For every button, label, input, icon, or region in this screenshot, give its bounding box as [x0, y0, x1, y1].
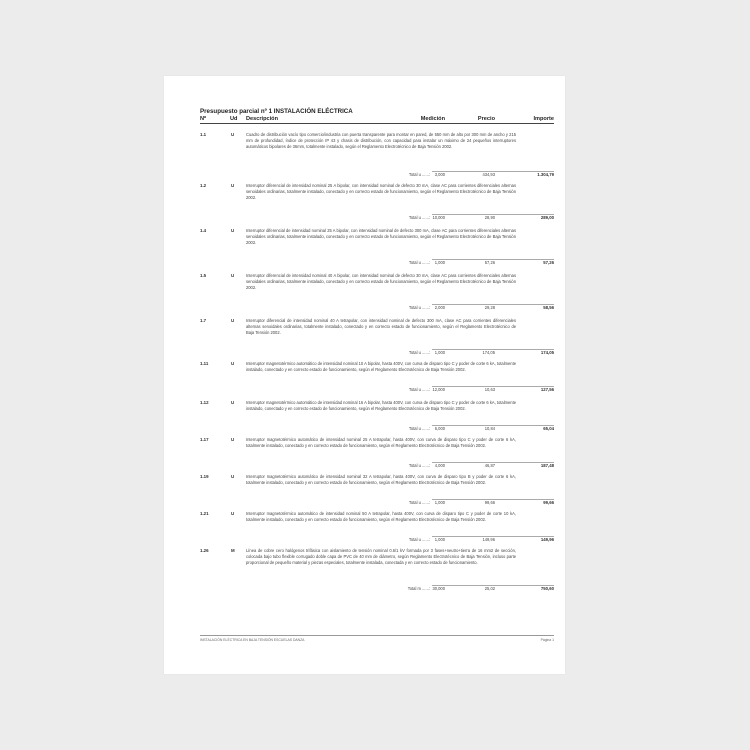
- column-header-measurement: Medición: [420, 116, 445, 122]
- item-amount: 127,56: [540, 387, 554, 392]
- item-amount: 57,26: [543, 260, 554, 265]
- item-code: 1.1: [200, 132, 207, 137]
- document-page: [164, 76, 565, 674]
- item-code: 1.2: [200, 183, 207, 188]
- item-code: 1.19: [200, 474, 209, 479]
- item-code: 1.21: [200, 511, 209, 516]
- item-price: 29,28: [484, 305, 495, 310]
- item-total-label: Total u ......:: [408, 172, 430, 177]
- item-total-label: Total u ......:: [408, 215, 430, 220]
- item-description: Interruptor magnetotérmico automático de intensidad nominal 10 A bipolar, hasta 400V, con curva de disparo tipo C y poder de corte 6 kA, totalmente instalado, conectado y en correcto estado de funcionamiento, según el Reglamento Electrotécnico de Baja Tensión 2002.: [246, 361, 516, 372]
- header-divider: [200, 123, 554, 124]
- item-unit: U: [231, 228, 235, 233]
- item-amount: 99,66: [543, 500, 554, 505]
- item-code: 1.5: [200, 273, 207, 278]
- item-unit: U: [231, 437, 235, 442]
- item-measurement: 2,000: [434, 305, 445, 310]
- item-unit: U: [231, 474, 235, 479]
- item-total-label: Total u ......:: [408, 305, 430, 310]
- item-measurement: 10,000: [432, 215, 445, 220]
- column-header-description: Descripción: [246, 116, 279, 122]
- column-header-unit: Ud: [230, 116, 238, 122]
- footer-project-name: INSTALACIÓN ELÉCTRICA EN BAJA TENSIÓN ESCUELAS DANZA: [200, 638, 305, 642]
- item-description: Interruptor magnetotérmico automático de intensidad nominal 50 A tetrapolar, hasta 400V, con curva de disparo tipo C y poder de corte 10 kA, totalmente instalado, conectado y en correcto estado de funcionamiento, según el Reglamento Electrotécnico de Baja Tensión 2002.: [246, 511, 516, 522]
- item-measurement: 12,000: [432, 387, 445, 392]
- column-header-price: Precio: [477, 116, 495, 122]
- item-description: Cuadro de distribución vacío tipo comercio/industria con puerta transparente para montar en pared, de 550 mm de alto por 300 mm de ancho y 215 mm de profundidad, índice de protección IP 43 y chasis de distribución, con capacidad para instalar un máximo de 24 pequeños interruptores automáticos bipolares de 36mm, totalmente instalado, según el Reglamento Electrotécnico de Baja Tensión 2002.: [246, 132, 516, 149]
- item-unit: U: [231, 183, 235, 188]
- item-code: 1.12: [200, 400, 209, 405]
- item-amount: 289,00: [540, 215, 554, 220]
- item-total-label: Total u ......:: [408, 537, 430, 542]
- item-description: Interruptor diferencial de intensidad nominal 25 A bipolar, con intensidad nominal de defecto 300 mA, clase AC para corrientes diferenciales alternas senoidales ordinarias, totalmente instalado, conectado y en correcto estado de funcionamiento, según el Reglamento Electrotécnico de Baja Tensión 2002.: [246, 228, 516, 245]
- item-measurement: 30,000: [432, 586, 445, 591]
- item-amount: 750,60: [540, 586, 554, 591]
- item-total-label: Total m ......:: [407, 586, 430, 591]
- item-price: 149,96: [482, 537, 495, 542]
- item-amount: 187,48: [540, 463, 554, 468]
- item-price: 174,05: [482, 350, 495, 355]
- item-price: 434,93: [482, 172, 495, 177]
- item-amount: 65,04: [543, 426, 554, 431]
- item-description: Interruptor magnetotérmico automático de intensidad nominal 16 A bipolar, hasta 400V, con curva de disparo tipo C y poder de corte 6 kA, totalmente instalado, conectado y en correcto estado de funcionamiento, según el Reglamento Electrotécnico de Baja Tensión 2002.: [246, 400, 516, 411]
- item-description: Línea de cobre cero halógenos trifásica con aislamiento de tensión nominal 0.6/1 kV formada por 3 fases+neutro+tierra de 16 mm2 de sección, colocada bajo tubo flexible corrugado doble capa de PVC de 40 mm de diámetro, según Reglamento Electrotécnico de Baja Tensión, incluso parte proporcional de pequeño material y piezas especiales, totalmente instalada, conectada y en correcto estado de funcionamiento.: [246, 548, 516, 565]
- item-unit: U: [231, 132, 235, 137]
- footer-page-number: Página 1: [540, 638, 554, 642]
- item-measurement: 1,000: [434, 537, 445, 542]
- item-measurement: 4,000: [434, 463, 445, 468]
- item-code: 1.11: [200, 361, 209, 366]
- item-measurement: 1,000: [434, 260, 445, 265]
- item-description: Interruptor magnetotérmico automático de intensidad nominal 25 A tetrapolar, hasta 400V, con curva de disparo tipo C y poder de corte 6 kA, totalmente instalado, conectado y en correcto estado de funcionamiento, según el Reglamento Electrotécnico de Baja Tensión 2002.: [246, 437, 516, 448]
- item-amount: 1.304,79: [537, 172, 554, 177]
- item-unit: U: [231, 273, 235, 278]
- item-price: 28,90: [484, 215, 495, 220]
- item-total-label: Total u ......:: [408, 500, 430, 505]
- item-measurement: 6,000: [434, 426, 445, 431]
- item-measurement: 1,000: [434, 500, 445, 505]
- item-price: 25,02: [484, 586, 495, 591]
- item-total-label: Total u ......:: [408, 350, 430, 355]
- item-unit: M: [231, 548, 235, 553]
- item-description: Interruptor diferencial de intensidad nominal 40 A bipolar, con intensidad nominal de defecto 30 mA, clase AC para corrientes diferenciales alternas senoidales ordinarias, totalmente instalado, conectado y en correcto estado de funcionamiento, según el Reglamento Electrotécnico de Baja Tensión 2002.: [246, 273, 516, 290]
- item-code: 1.7: [200, 318, 207, 323]
- item-measurement: 1,000: [434, 350, 445, 355]
- item-unit: U: [231, 318, 235, 323]
- item-unit: U: [231, 361, 235, 366]
- item-unit: U: [231, 400, 235, 405]
- item-amount: 174,05: [540, 350, 554, 355]
- item-total-label: Total u ......:: [408, 260, 430, 265]
- item-total-label: Total u ......:: [408, 463, 430, 468]
- document-title: Presupuesto parcial nº 1 INSTALACIÓN ELÉCTRICA: [200, 108, 353, 115]
- item-code: 1.26: [200, 548, 209, 553]
- column-header-number: Nº: [200, 116, 207, 122]
- item-total-label: Total u ......:: [408, 387, 430, 392]
- item-description: Interruptor magnetotérmico automático de intensidad nominal 32 A tetrapolar, hasta 400V, con curva de disparo tipo B y poder de corte 6 kA, totalmente instalado, conectado y en correcto estado de funcionamiento, según el Reglamento Electrotécnico de Baja Tensión 2002.: [246, 474, 516, 485]
- item-description: Interruptor diferencial de intensidad nominal 25 A bipolar, con intensidad nominal de defecto 30 mA, clase AC para corrientes diferenciales alternas senoidales ordinarias, totalmente instalado, conectado y en correcto estado de funcionamiento, según el Reglamento Electrotécnico de Baja Tensión 2002.: [246, 183, 516, 200]
- item-total-label: Total u ......:: [408, 426, 430, 431]
- column-header-amount: Importe: [533, 116, 554, 122]
- item-code: 1.17: [200, 437, 209, 442]
- item-unit: U: [231, 511, 235, 516]
- item-price: 57,26: [484, 260, 495, 265]
- item-price: 10,63: [484, 387, 495, 392]
- item-price: 10,84: [484, 426, 495, 431]
- item-price: 99,66: [484, 500, 495, 505]
- item-amount: 149,96: [540, 537, 554, 542]
- item-amount: 58,56: [543, 305, 554, 310]
- item-measurement: 3,000: [434, 172, 445, 177]
- item-price: 46,87: [484, 463, 495, 468]
- item-description: Interruptor diferencial de intensidad nominal 40 A tetrapolar, con intensidad nominal de defecto 300 mA, clase AC para corrientes diferenciales alternas senoidales ordinarias, totalmente instalado, conectado y en correcto estado de funcionamiento, según el Reglamento Electrotécnico de Baja Tensión 2002.: [246, 318, 516, 335]
- item-code: 1.4: [200, 228, 207, 233]
- footer-divider: [200, 635, 554, 636]
